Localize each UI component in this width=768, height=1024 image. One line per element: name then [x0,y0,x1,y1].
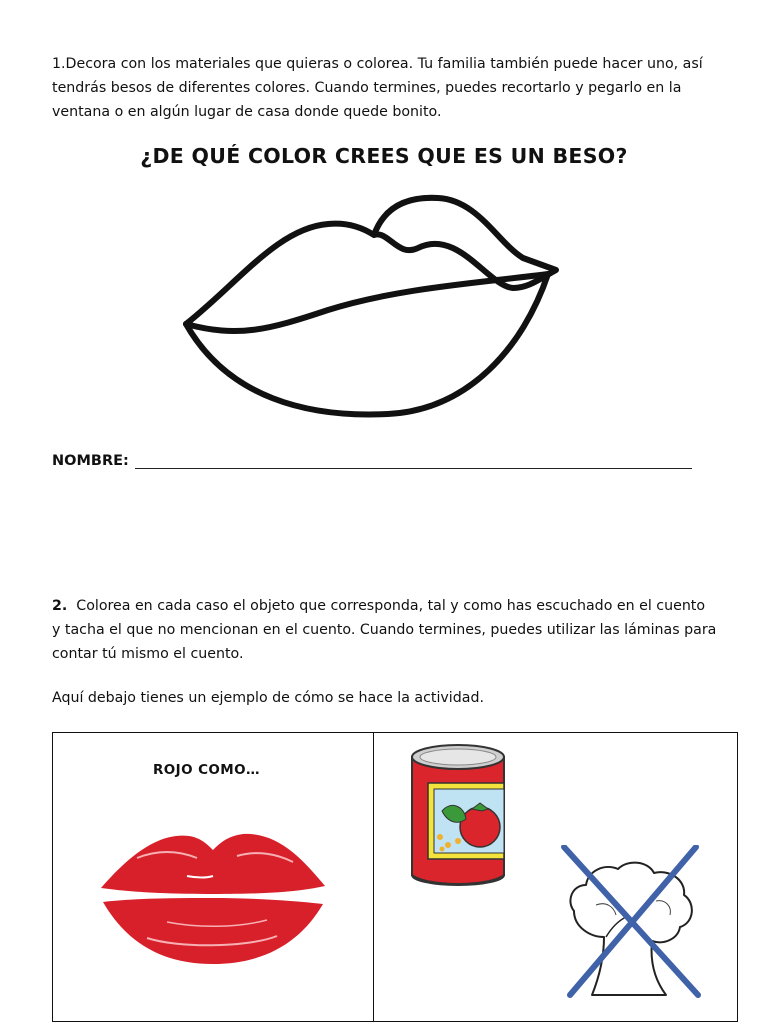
tomato-can-icon [408,741,508,891]
instruction-2-text: Colorea en cada caso el objeto que corresponda, tal y como has escuchado en el cuento y tacha el que no mencionan en el cuento. Cuando termines, puedes utilizar las láminas para contar tú mismo el cuento. [52,598,717,662]
instruction-3: Aquí debajo tienes un ejemplo de cómo se hace la actividad. [52,690,484,706]
red-kiss-icon [97,828,329,968]
instruction-1: 1.Decora con los materiales que quieras o colorea. Tu familia también puede hacer uno, así tendrás besos de diferentes colores. Cuando termines, puedes recortarlo y pegarlo en la ventana o en algún lugar de casa donde quede bonito. [52,56,703,120]
example-label: ROJO COMO… [153,762,260,778]
lips-outline-icon [178,188,564,424]
crossed-tree [556,845,704,1001]
instruction-2-number: 2. [52,598,68,614]
name-line[interactable] [135,450,692,469]
worksheet-title: ¿DE QUÉ COLOR CREES QUE ES UN BESO? [140,144,628,168]
example-cell-left [53,733,374,1021]
name-label: NOMBRE: [52,453,129,469]
name-field-row [52,450,692,469]
instruction-2 [52,594,717,666]
example-table [52,732,738,1022]
example-cell-right [374,733,737,1021]
